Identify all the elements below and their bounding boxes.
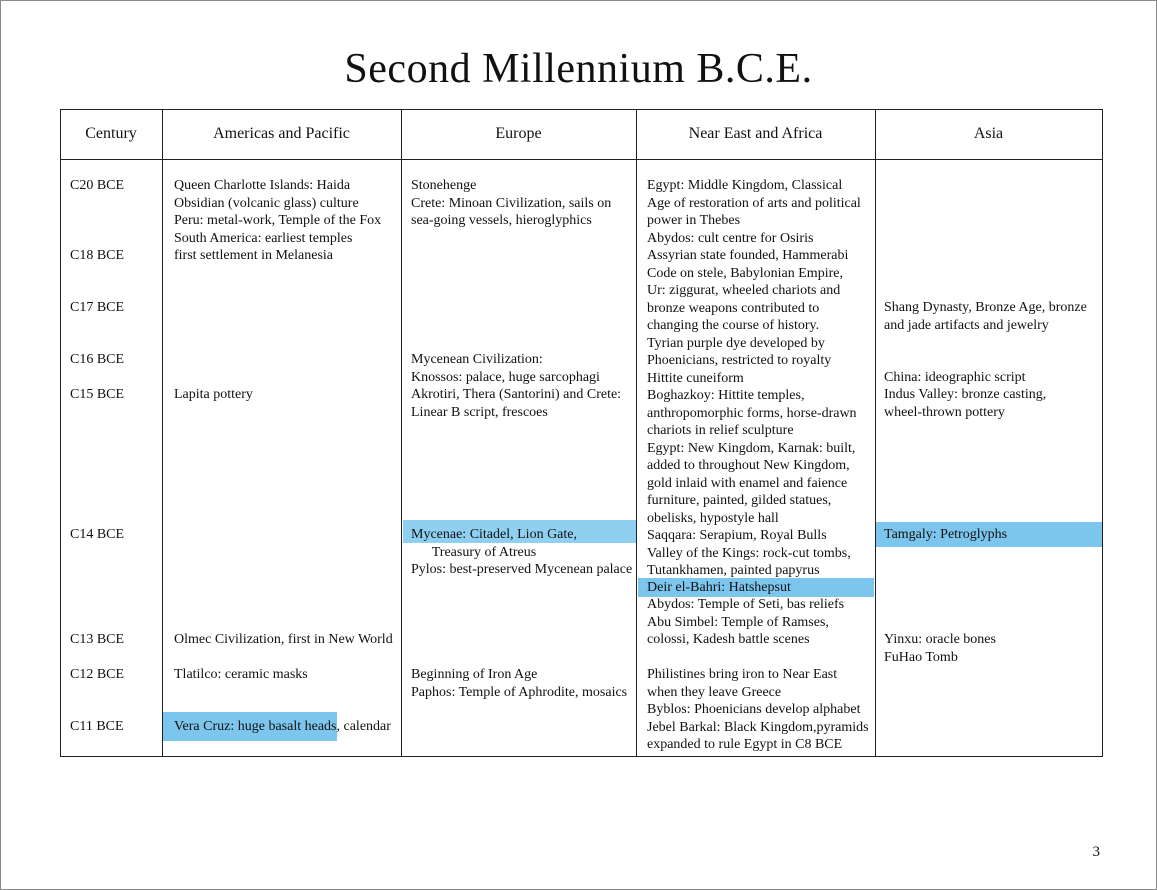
near-east-line: Boghazkoy: Hittite temples, xyxy=(647,388,805,403)
near-east-line: when they leave Greece xyxy=(647,684,782,700)
near-east-line: added to throughout New Kingdom, xyxy=(647,458,850,473)
asia-c16-line: China: ideographic script xyxy=(884,369,1026,385)
century-label: C14 BCE xyxy=(70,527,125,542)
asia-c17-line: Shang Dynasty, Bronze Age, bronze xyxy=(884,300,1087,315)
near-east-line: Egypt: New Kingdom, Karnak: built, xyxy=(647,440,856,456)
near-east-line: Code on stele, Babylonian Empire, xyxy=(647,265,843,281)
near-east-line: Byblos: Phoenicians develop alphabet xyxy=(647,702,861,717)
near-east-line: Hittite cuneiform xyxy=(647,370,744,386)
near-east-line: power in Thebes xyxy=(647,213,741,228)
page-title: Second Millennium B.C.E. xyxy=(344,46,813,92)
americas-c11 xyxy=(174,718,391,736)
century-label: C12 BCE xyxy=(70,667,125,682)
europe-c12-line: Paphos: Temple of Aphrodite, mosaics xyxy=(411,684,628,700)
americas-c18: first settlement in Melanesia xyxy=(174,248,334,263)
europe-c14-line: Pylos: best-preserved Mycenean palace xyxy=(411,562,633,577)
near-east-line: Egypt: Middle Kingdom, Classical xyxy=(647,178,843,193)
asia-c16-line: Indus Valley: bronze casting, xyxy=(884,387,1047,402)
century-label: C15 BCE xyxy=(70,387,125,402)
near-east-line: Phoenicians, restricted to royalty xyxy=(647,353,832,368)
asia-c17-line: and jade artifacts and jewelry xyxy=(884,317,1049,333)
americas-c12: Tlatilco: ceramic masks xyxy=(174,667,308,682)
europe-c14-highlight: Mycenae: Citadel, Lion Gate, xyxy=(411,527,577,542)
asia-c13-line: Yinxu: oracle bones xyxy=(884,632,996,647)
europe-c16-line: Linear B script, frescoes xyxy=(411,404,548,420)
near-east-line: expanded to rule Egypt in C8 BCE xyxy=(647,737,843,752)
americas-c20-line: Obsidian (volcanic glass) culture xyxy=(174,195,359,211)
americas-c15: Lapita pottery xyxy=(174,387,253,402)
near-east-line: Assyrian state founded, Hammerabi xyxy=(647,248,849,263)
europe-c16-line: Knossos: palace, huge sarcophagi xyxy=(411,369,600,385)
near-east-highlight: Deir el-Bahri: Hatshepsut xyxy=(647,579,791,595)
near-east-line: gold inlaid with enamel and faience xyxy=(647,475,848,491)
europe-c16-line: Akrotiri, Thera (Santorini) and Crete: xyxy=(411,387,622,402)
century-label: C17 BCE xyxy=(70,300,125,315)
header-americas: Americas and Pacific xyxy=(213,125,350,142)
header-divider xyxy=(60,159,1103,160)
europe-c14-line: Treasury of Atreus xyxy=(411,544,537,560)
europe-c16-line: Mycenean Civilization: xyxy=(411,352,543,367)
near-east-line: anthropomorphic forms, horse-drawn xyxy=(647,405,857,421)
timeline-table xyxy=(60,109,1103,757)
century-label: C20 BCE xyxy=(70,178,125,193)
header-europe: Europe xyxy=(495,125,542,142)
century-label: C11 BCE xyxy=(70,719,124,734)
asia-c13-line: FuHao Tomb xyxy=(884,649,958,665)
near-east-line: colossi, Kadesh battle scenes xyxy=(647,632,810,647)
near-east-line: Saqqara: Serapium, Royal Bulls xyxy=(647,528,827,543)
century-label: C13 BCE xyxy=(70,632,125,647)
americas-c20-line: Queen Charlotte Islands: Haida xyxy=(174,178,351,193)
near-east-line: Abydos: cult centre for Osiris xyxy=(647,230,814,246)
column-divider xyxy=(636,109,637,757)
americas-c11-rest: calendar xyxy=(340,719,391,734)
header-asia: Asia xyxy=(973,125,1004,142)
near-east-line: bronze weapons contributed to xyxy=(647,300,820,316)
header-century: Century xyxy=(85,125,137,142)
asia-c16-line: wheel-thrown pottery xyxy=(884,404,1005,420)
column-divider xyxy=(162,109,163,757)
europe-c20-line: sea-going vessels, hieroglyphics xyxy=(411,213,592,228)
header-near-east: Near East and Africa xyxy=(688,125,823,142)
page-number: 3 xyxy=(1092,844,1100,860)
century-label: C16 BCE xyxy=(70,352,125,367)
near-east-line: obelisks, hypostyle hall xyxy=(647,510,779,526)
near-east-line: furniture, painted, gilded statues, xyxy=(647,493,832,508)
near-east-line: Valley of the Kings: rock-cut tombs, xyxy=(647,545,851,561)
column-divider xyxy=(60,109,61,757)
near-east-line: Tutankhamen, painted papyrus xyxy=(647,563,820,578)
americas-c20-line: South America: earliest temples xyxy=(174,230,353,246)
near-east-line: Abydos: Temple of Seti, bas reliefs xyxy=(647,597,845,612)
near-east-line: Abu Simbel: Temple of Ramses, xyxy=(647,614,829,630)
column-divider xyxy=(401,109,402,757)
near-east-line: changing the course of history. xyxy=(647,318,820,333)
near-east-line: Ur: ziggurat, wheeled chariots and xyxy=(647,283,841,298)
asia-c14-highlight: Tamgaly: Petroglyphs xyxy=(884,527,1008,542)
near-east-line: Age of restoration of arts and political xyxy=(647,195,861,211)
near-east-line: chariots in relief sculpture xyxy=(647,423,794,438)
europe-c20-line: Crete: Minoan Civilization, sails on xyxy=(411,195,612,211)
column-divider xyxy=(875,109,876,757)
near-east-upper xyxy=(647,177,861,580)
highlighted-text: Vera Cruz: huge basalt heads, xyxy=(174,719,340,734)
europe-c20-line: Stonehenge xyxy=(411,178,477,193)
americas-c13: Olmec Civilization, first in New World xyxy=(174,632,393,647)
americas-c20-line: Peru: metal-work, Temple of the Fox xyxy=(174,213,382,228)
near-east-line: Jebel Barkal: Black Kingdom,pyramids xyxy=(647,719,869,735)
century-label: C18 BCE xyxy=(70,248,125,263)
near-east-line: Tyrian purple dye developed by xyxy=(647,335,825,351)
column-divider xyxy=(1102,109,1103,757)
table-bottom-border xyxy=(60,756,1103,757)
near-east-line: Philistines bring iron to Near East xyxy=(647,667,838,682)
europe-c12-line: Beginning of Iron Age xyxy=(411,667,538,682)
